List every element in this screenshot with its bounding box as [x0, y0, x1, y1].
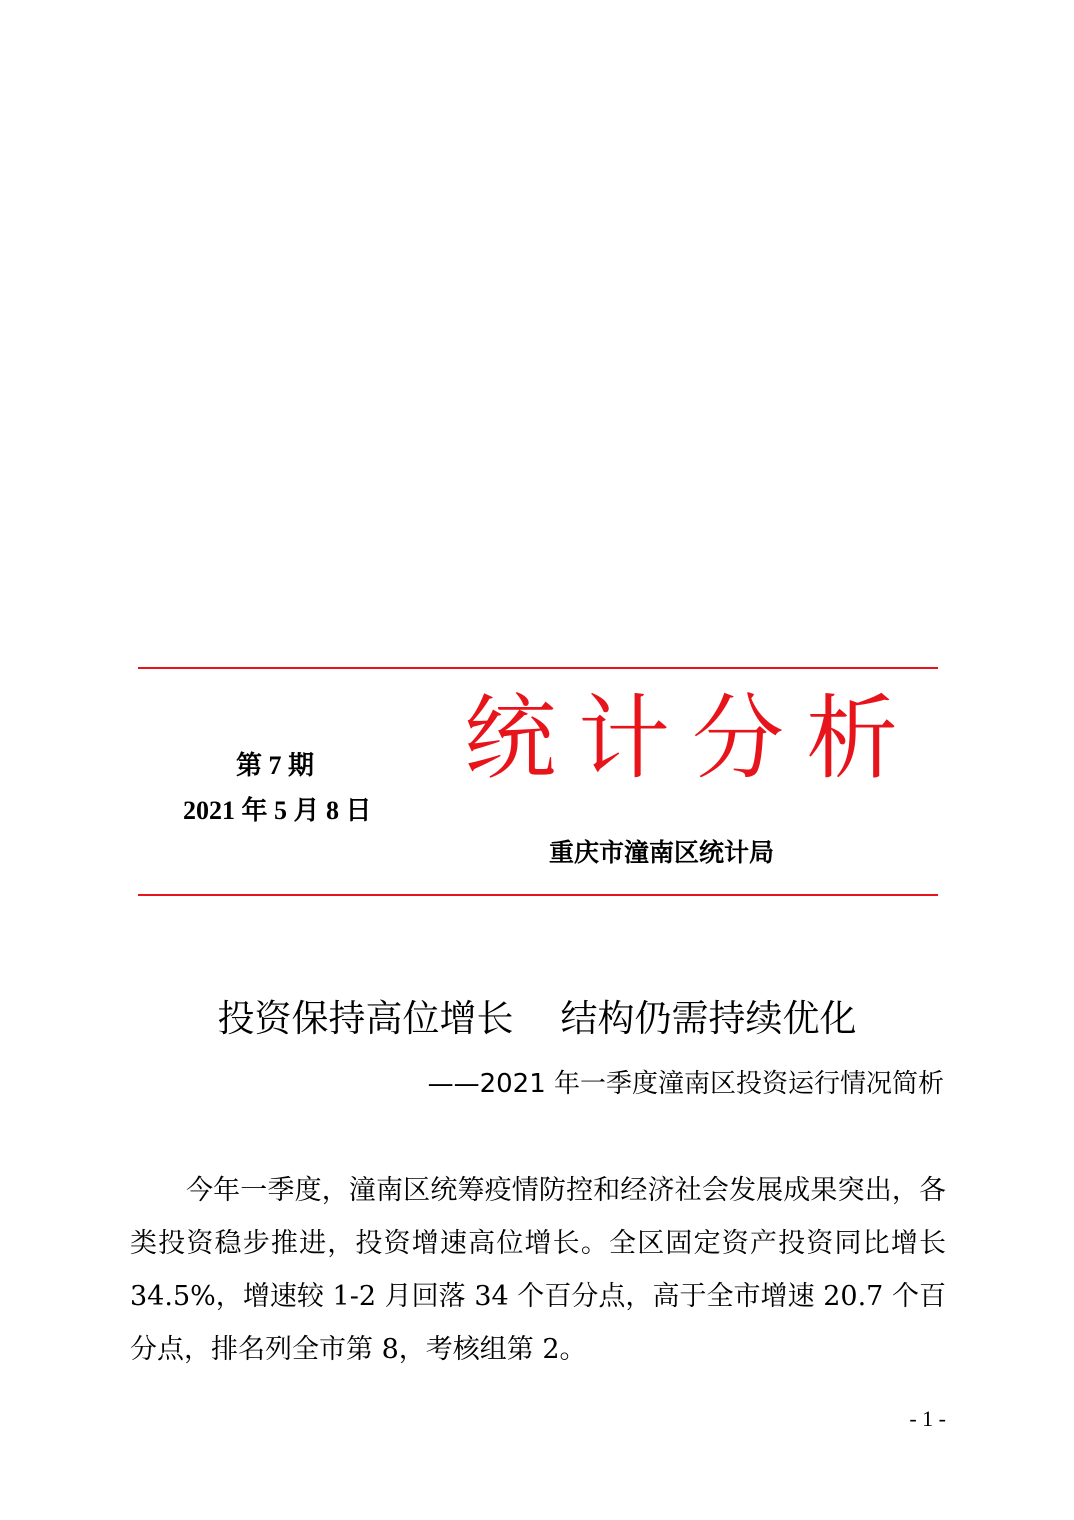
- masthead-title: 统计分析: [464, 685, 921, 792]
- article-title: 投资保持高位增长 结构仍需持续优化: [217, 997, 857, 1040]
- publisher-name: 重庆市潼南区统计局: [549, 838, 775, 867]
- article-paragraph: 今年一季度，潼南区统筹疫情防控和经济社会发展成果突出，各类投资稳步推进，投资增速高位增长。全区固定资产投资同比增长 34.5%，增速较 1-2 月回落 34 个百分点，高于全市增速 20.7 个百分点，排名列全市第 8，考核组第 2。: [130, 1175, 946, 1365]
- page-number: - 1 -: [909, 1406, 946, 1431]
- header-bottom-rule: [138, 894, 938, 896]
- issue-date: 2021 年 5 月 8 日: [183, 796, 372, 825]
- header-top-rule: [138, 667, 938, 669]
- article-subtitle: ——2021 年一季度潼南区投资运行情况简析: [427, 1069, 944, 1099]
- issue-number: 第 7 期: [236, 751, 315, 780]
